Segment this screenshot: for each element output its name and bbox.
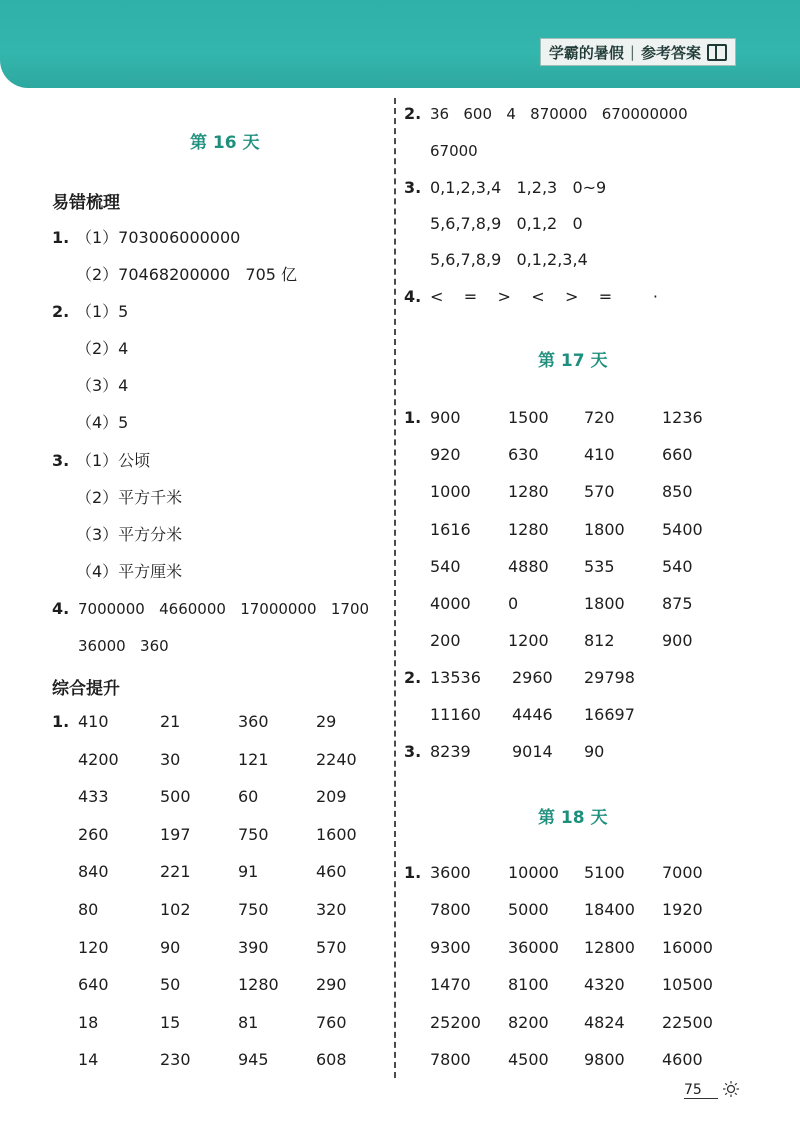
day17-answer-cell: 630 — [508, 445, 539, 465]
d17-q3-number: 3. — [404, 742, 422, 761]
left-answer-cell: 30 — [160, 749, 181, 769]
left-answer-cell: 1600 — [316, 824, 357, 844]
day18-answer-cell: 7000 — [662, 863, 703, 882]
q2-number: 2. — [52, 302, 70, 321]
day18-answer-cell: 1470 — [430, 975, 471, 995]
day17-answer-cell: 900 — [430, 408, 461, 427]
header-separator: | — [629, 43, 635, 61]
day17-answer-2-cell: 4446 — [512, 705, 553, 724]
day17-answer-cell: 200 — [430, 631, 461, 651]
day18-answer-cell: 8200 — [508, 1012, 549, 1032]
left-answer-cell: 945 — [238, 1050, 269, 1070]
q3-line-1: （1）公顷 — [76, 451, 151, 470]
left-answer-cell: 500 — [160, 787, 191, 807]
q2-line-1: （1）5 — [76, 302, 129, 321]
day17-answer-3-cell: 9014 — [512, 742, 553, 761]
day17-answer-cell: 5400 — [662, 519, 703, 539]
day17-answer-cell: 540 — [430, 556, 461, 576]
q3-line-4: （4）平方厘米 — [76, 562, 183, 581]
r3-line-1: 0,1,2,3,4 1,2,3 0~9 — [430, 178, 607, 197]
day18-answer-cell: 7800 — [430, 900, 471, 920]
left-answer-cell: 121 — [238, 749, 269, 769]
day17-answer-cell: 410 — [584, 445, 615, 465]
day17-answer-cell: 1500 — [508, 408, 549, 427]
day17-answer-cell: 4000 — [430, 594, 471, 613]
r4-number: 4. — [404, 287, 422, 306]
q1-line-1: （1）703006000000 — [76, 228, 241, 247]
day-18-title: 第 18 天 — [538, 808, 608, 828]
r4-line-1: < = > < > = · — [430, 287, 658, 306]
left-answer-cell: 120 — [78, 937, 109, 957]
q1-line-2: （2）70468200000 705 亿 — [76, 265, 298, 284]
q2-line-4: （4）5 — [76, 413, 129, 432]
left-answer-cell: 320 — [316, 900, 347, 919]
left-answer-cell: 102 — [160, 900, 191, 919]
left-answer-cell: 15 — [160, 1012, 181, 1032]
left-answer-cell: 460 — [316, 862, 347, 882]
left-answer-cell: 410 — [78, 712, 109, 731]
left-answer-cell: 2240 — [316, 749, 357, 769]
left-answer-cell: 81 — [238, 1012, 259, 1032]
day18-answer-cell: 9800 — [584, 1050, 625, 1069]
day17-answer-3-cell: 8239 — [430, 742, 471, 761]
section-title-improve: 综合提升 — [52, 679, 120, 699]
day17-answer-cell: 1236 — [662, 408, 703, 427]
left-answer-cell: 60 — [238, 787, 259, 807]
q1-number: 1. — [52, 228, 70, 247]
r3-line-2: 5,6,7,8,9 0,1,2 0 — [430, 214, 583, 233]
day18-answer-cell: 5000 — [508, 900, 549, 920]
r3-line-3: 5,6,7,8,9 0,1,2,3,4 — [430, 250, 588, 269]
day17-answer-cell: 1280 — [508, 482, 549, 502]
d17-q2-number: 2. — [404, 668, 422, 687]
day18-answer-cell: 5100 — [584, 863, 625, 882]
section-title-mistakes: 易错梳理 — [52, 193, 120, 213]
day17-answer-2-cell: 13536 — [430, 668, 481, 687]
day18-answer-cell: 36000 — [508, 937, 559, 957]
left-answer-cell: 570 — [316, 937, 347, 957]
day17-answer-2-cell: 11160 — [430, 705, 481, 724]
day18-answer-cell: 1920 — [662, 900, 703, 920]
day17-answer-cell: 850 — [662, 482, 693, 502]
left-answer-cell: 390 — [238, 937, 269, 957]
day17-answer-cell: 1616 — [430, 519, 471, 539]
left-answer-cell: 608 — [316, 1050, 347, 1070]
day17-answer-cell: 1000 — [430, 482, 471, 502]
day18-answer-cell: 16000 — [662, 937, 713, 957]
day17-answer-cell: 1800 — [584, 594, 625, 613]
left-answer-cell: 80 — [78, 900, 99, 919]
day18-answer-cell: 18400 — [584, 900, 635, 920]
r2-number: 2. — [404, 104, 422, 123]
sun-icon — [722, 1080, 740, 1098]
r3-number: 3. — [404, 178, 422, 197]
header-title: 学霸的暑假 — [548, 43, 624, 62]
day18-answer-cell: 4500 — [508, 1050, 549, 1069]
day17-answer-cell: 920 — [430, 445, 461, 465]
left-answer-cell: 360 — [238, 712, 269, 731]
left-answer-cell: 760 — [316, 1012, 347, 1032]
day18-answer-cell: 25200 — [430, 1012, 481, 1032]
day18-answer-cell: 10500 — [662, 975, 713, 995]
header-subtitle: 参考答案 — [640, 43, 701, 62]
header-banner — [0, 0, 800, 88]
r2-line-2: 67000 — [430, 142, 478, 160]
page-number: 75 — [684, 1082, 718, 1099]
left-answer-cell: 90 — [160, 937, 181, 957]
day17-answer-cell: 0 — [508, 594, 519, 613]
q3-number: 3. — [52, 451, 70, 470]
left-answer-cell: 50 — [160, 975, 181, 995]
left-answer-cell: 209 — [316, 787, 347, 807]
day-16-title: 第 16 天 — [190, 133, 260, 153]
day17-answer-3-cell: 90 — [584, 742, 605, 761]
day17-answer-cell: 1800 — [584, 519, 625, 539]
day17-answer-cell: 1200 — [508, 631, 549, 651]
g1-number: 1. — [52, 712, 70, 731]
d17-q1-number: 1. — [404, 408, 422, 427]
q4-line-1: 7000000 4660000 17000000 1700 — [78, 600, 370, 618]
left-answer-cell: 290 — [316, 975, 347, 995]
left-answer-cell: 91 — [238, 862, 259, 882]
day18-answer-cell: 3600 — [430, 863, 471, 882]
d18-q1-number: 1. — [404, 863, 422, 882]
day18-answer-cell: 12800 — [584, 937, 635, 957]
q3-line-3: （3）平方分米 — [76, 525, 183, 544]
left-answer-cell: 18 — [78, 1012, 99, 1032]
day18-answer-cell: 22500 — [662, 1012, 713, 1032]
day17-answer-cell: 4880 — [508, 556, 549, 576]
day18-answer-cell: 8100 — [508, 975, 549, 995]
left-answer-cell: 14 — [78, 1050, 99, 1070]
left-answer-cell: 21 — [160, 712, 181, 731]
header-tag — [540, 38, 736, 66]
day17-answer-2-cell: 29798 — [584, 668, 635, 687]
day18-answer-cell: 4320 — [584, 975, 625, 995]
day17-answer-cell: 540 — [662, 556, 693, 576]
left-answer-cell: 29 — [316, 712, 337, 731]
day-17-title: 第 17 天 — [538, 351, 608, 371]
day17-answer-cell: 812 — [584, 631, 615, 651]
left-answer-cell: 260 — [78, 824, 109, 844]
left-answer-cell: 840 — [78, 862, 109, 882]
day18-answer-cell: 9300 — [430, 937, 471, 957]
day17-answer-cell: 900 — [662, 631, 693, 651]
left-answer-cell: 750 — [238, 900, 269, 919]
q3-line-2: （2）平方千米 — [76, 488, 183, 507]
day18-answer-cell: 10000 — [508, 863, 559, 882]
day17-answer-2-cell: 2960 — [512, 668, 553, 687]
day17-answer-cell: 720 — [584, 408, 615, 427]
left-answer-cell: 750 — [238, 824, 269, 844]
left-answer-cell: 230 — [160, 1050, 191, 1070]
day17-answer-cell: 570 — [584, 482, 615, 502]
left-answer-cell: 433 — [78, 787, 109, 807]
q2-line-2: （2）4 — [76, 339, 129, 358]
day18-answer-cell: 7800 — [430, 1050, 471, 1069]
day17-answer-cell: 875 — [662, 594, 693, 613]
left-answer-cell: 1280 — [238, 975, 279, 995]
day18-answer-cell: 4600 — [662, 1050, 703, 1069]
book-icon — [707, 44, 727, 61]
q4-number: 4. — [52, 599, 70, 618]
left-answer-cell: 221 — [160, 862, 191, 882]
day17-answer-cell: 1280 — [508, 519, 549, 539]
r2-line-1: 36 600 4 870000 670000000 — [430, 105, 688, 123]
day18-answer-cell: 4824 — [584, 1012, 625, 1032]
left-answer-cell: 640 — [78, 975, 109, 995]
day17-answer-cell: 535 — [584, 556, 615, 576]
day17-answer-cell: 660 — [662, 445, 693, 465]
day17-answer-2-cell: 16697 — [584, 705, 635, 724]
left-answer-cell: 4200 — [78, 749, 119, 769]
column-divider — [394, 98, 396, 1078]
q4-line-2: 36000 360 — [78, 637, 169, 655]
q2-line-3: （3）4 — [76, 376, 129, 395]
left-answer-cell: 197 — [160, 824, 191, 844]
